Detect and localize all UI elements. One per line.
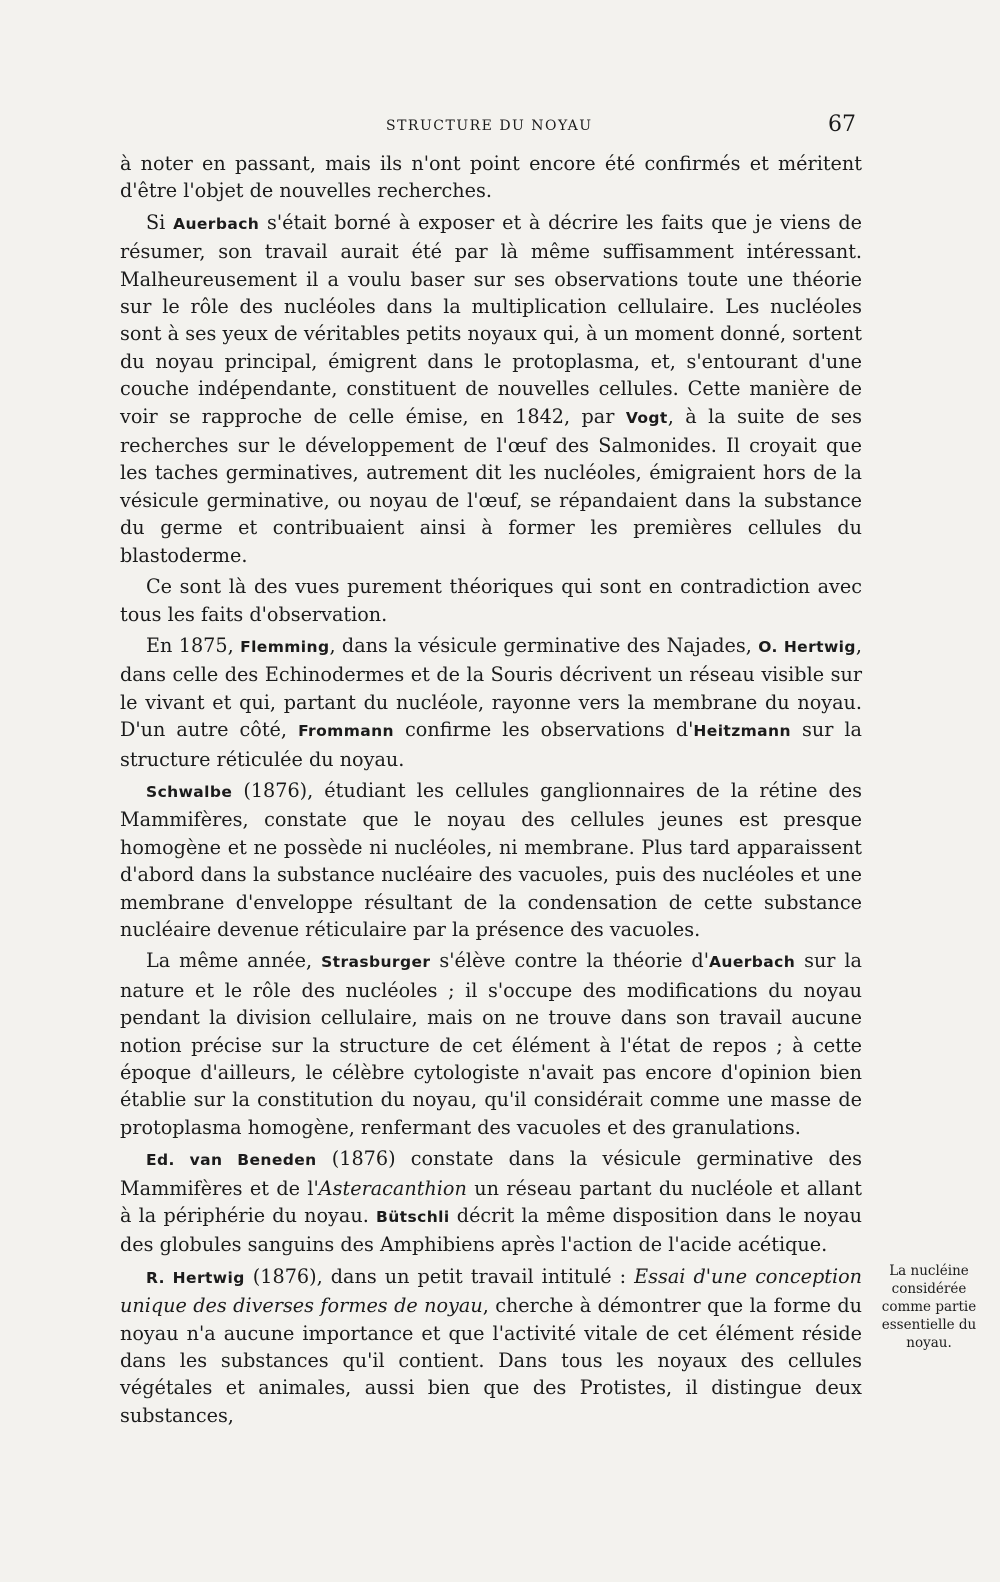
paragraph-7: Ed. van Beneden (1876) constate dans la vésicule germinative des Mammifères et de l'Asteracanthion un réseau partant du nucléole et allant à la périphérie du noyau. Bütschli décrit la même disposition dans le noyau des globules sanguins des Amphibiens après l'action de l'acide acétique.	[120, 1147, 862, 1257]
paragraph-1: à noter en passant, mais ils n'ont point encore été confirmés et méritent d'être l'objet de nouvelles recherches.	[120, 152, 862, 203]
paragraph-2: Si Auerbach s'était borné à exposer et à décrire les faits que je viens de résumer, son travail aurait été par là même suffisamment intéressant. Malheureusement il a voulu baser sur ses observations toute une théorie sur le rôle des nucléoles dans la multiplication cellulaire. Les nucléoles sont à ses yeux de véritables petits noyaux qui, à un moment donné, sortent du noyau principal, émigrent dans le protoplasma, et, s'entourant d'une couche indépendante, constituent de nouvelles cellules. Cette manière de voir se rapproche de celle émise, en 1842, par Vogt, à la suite de ses recherches sur le développement de l'œuf des Salmonides. Il croyait que les taches germinatives, autrement dit les nucléoles, émigraient hors de la vésicule germinative, ou noyau de l'œuf, se répandaient dans la substance du germe et contribuaient ainsi à former les premières cellules du blastoderme.	[120, 210, 863, 567]
margin-note-line: considérée	[891, 1281, 967, 1297]
margin-note	[874, 1262, 984, 1352]
page-number: 67	[828, 112, 856, 137]
running-title: STRUCTURE DU NOYAU	[386, 118, 593, 134]
taxon-name: Asteracanthion	[318, 1176, 467, 1200]
paragraph-4: En 1875, Flemming, dans la vésicule germinative des Najades, O. Hertwig, dans celle des Echinodermes et de la Souris décrivent un réseau visible sur le vivant et qui, partant du nucléole, rayonne vers la membrane du noyau. D'un autre côté, Frommann confirme les observations d'Heitzmann sur la structure réticulée du noyau.	[120, 633, 862, 771]
author-name: Auerbach	[173, 214, 260, 233]
margin-note-line: comme partie	[881, 1299, 977, 1315]
margin-note-line: essentielle du	[881, 1317, 977, 1333]
paragraph-8: R. Hertwig (1876), dans un petit travail intitulé : Essai d'une conception unique des diverses formes de noyau, cherche à démontrer que la forme du noyau n'a aucune importance et que l'activité vitale de cet élément réside dans les substances qu'il contient. Dans tous les noyaux des cellules végétales et animales, aussi bien que des Protistes, il distingue deux substances,	[120, 1264, 862, 1427]
author-name: Heitzmann	[693, 722, 791, 741]
author-name: Frommann	[298, 722, 394, 741]
running-head	[120, 112, 860, 142]
author-name: Auerbach	[708, 953, 796, 972]
paragraph-5: Schwalbe (1876), étudiant les cellules ganglionnaires de la rétine des Mammifères, constate que le noyau des cellules jeunes est presque homogène et ne possède ni nucléoles, ni membrane. Plus tard apparaissent d'abord dans la substance nucléaire des vacuoles, puis des nucléoles et une membrane d'enveloppe résultant de la condensation de cette substance nucléaire devenue réticulaire par la présence des vacuoles.	[120, 778, 862, 941]
paragraph-3: Ce sont là des vues purement théoriques qui sont en contradiction avec tous les faits d'observation.	[120, 575, 862, 626]
author-name: Ed. van Beneden	[146, 1151, 317, 1170]
author-name: R. Hertwig	[146, 1268, 245, 1287]
paragraph-6: La même année, Strasburger s'élève contre la théorie d'Auerbach sur la nature et le rôle des nucléoles ; il s'occupe des modifications du noyau pendant la division cellulaire, mais on ne trouve dans son travail aucune notion précise sur la structure de cet élément à l'état de repos ; à cette époque d'ailleurs, le célèbre cytologiste n'avait pas encore d'opinion bien établie sur la constitution du noyau, qu'il considérait comme une masse de protoplasma homogène, renfermant des vacuoles et des granulations.	[120, 949, 863, 1139]
author-name: O. Hertwig	[758, 637, 856, 656]
margin-note-line: noyau.	[906, 1335, 952, 1351]
author-name: Strasburger	[321, 953, 431, 972]
work-title: Essai d'une conception unique des diverses formes de noyau	[120, 1264, 862, 1318]
margin-note-line: La nucléine	[889, 1263, 969, 1279]
body-text	[120, 150, 862, 1429]
author-name: Flemming	[240, 637, 330, 656]
author-name: Vogt	[625, 408, 668, 427]
author-name: Bütschli	[376, 1208, 450, 1227]
author-name: Schwalbe	[146, 782, 233, 801]
